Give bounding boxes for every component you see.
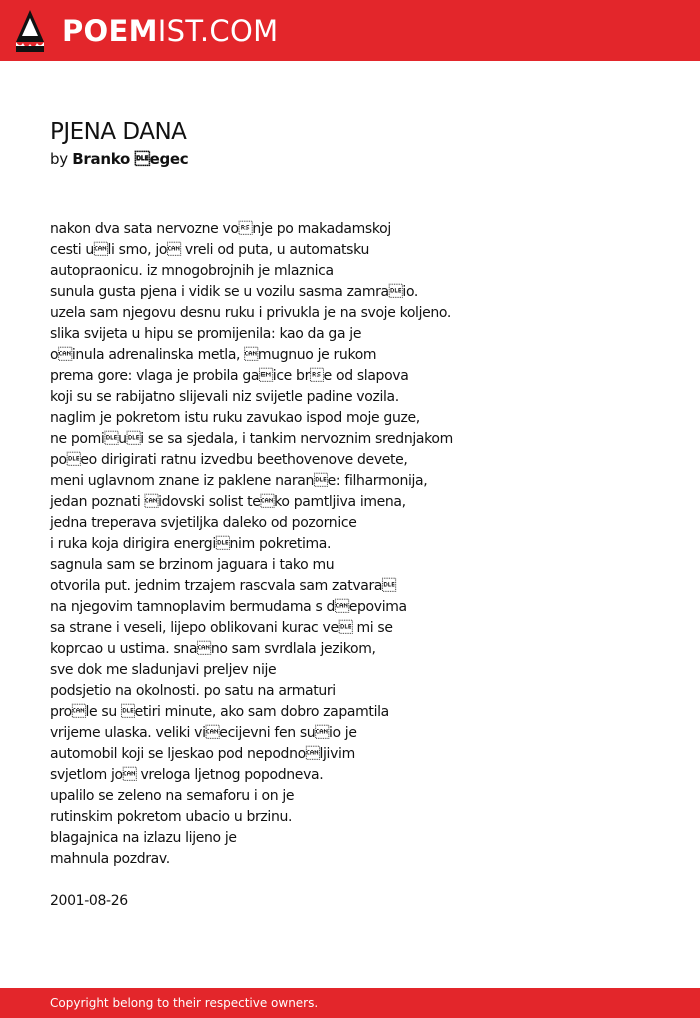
poem-line: sunula gusta pjena i vidik se u vozilu sasma zamraio.: [50, 284, 419, 300]
poem-line: prema gore: vlaga je probila gaice br e od slapova: [50, 368, 409, 384]
poem-line: jedan poznati idovski solist teko pamtljiva imena,: [50, 494, 406, 510]
poem-title: PJENA DANA: [50, 119, 187, 145]
pencil-logo-icon[interactable]: [16, 10, 44, 52]
author-name: Branko egec: [72, 150, 189, 168]
poem-line: slika svijeta u hipu se promijenila: kao da ga je: [50, 326, 362, 342]
poem-line: automobil koji se ljeskao pod nepodnoljivim: [50, 746, 355, 762]
poem-line: ne pomiui se sa sjedala, i tankim nervoznim srednjakom: [50, 431, 453, 447]
poem-body: [50, 219, 670, 870]
poem-line: poeo dirigirati ratnu izvedbu beethovenove devete,: [50, 452, 408, 468]
poem-line: svjetlom jo vreloga ljetnog popodneva.: [50, 767, 324, 783]
poem-line: oinula adrenalinska metla, mugnuo je rukom: [50, 347, 377, 363]
poem-line: koji su se rabijatno slijevali niz svijetle padine vozila.: [50, 389, 399, 405]
poem-line: sagnula sam se brzinom jaguara i tako mu: [50, 557, 335, 573]
poem-line: cesti uli smo, jo vreli od puta, u automatsku: [50, 242, 369, 258]
poem-line: blagajnica na izlazu lijeno je: [50, 830, 237, 846]
poem-line: otvorila put. jednim trzajem rascvala sam zatvara: [50, 578, 396, 594]
poem-line: na njegovim tamnoplavim bermudama s depovima: [50, 599, 407, 615]
poem-line: naglim je pokretom istu ruku zavukao ispod moje guze,: [50, 410, 420, 426]
by-label: by: [50, 150, 68, 168]
site-footer: [0, 988, 700, 1018]
poem-line: prole su etiri minute, ako sam dobro zapamtila: [50, 704, 389, 720]
copyright-notice: Copyright belong to their respective owners.: [50, 996, 319, 1010]
logo-text-bold: POEM: [62, 14, 158, 48]
poem-byline: [50, 149, 188, 169]
poem-line: vrijeme ulaska. veliki viecijevni fen suio je: [50, 725, 357, 741]
poem-line: nakon dva sata nervozne vo nje po makadamskoj: [50, 221, 391, 237]
poem-line: uzela sam njegovu desnu ruku i privukla je na svoje koljeno.: [50, 305, 451, 321]
poem-line: podsjetio na okolnosti. po satu na armaturi: [50, 683, 336, 699]
poem-line: koprcao u ustima. snano sam svrdlala jezikom,: [50, 641, 376, 657]
poem-line: meni uglavnom znane iz paklene narane: filharmonija,: [50, 473, 428, 489]
poem-line: upalilo se zeleno na semaforu i on je: [50, 788, 295, 804]
poem-line: i ruka koja dirigira energinim pokretima.: [50, 536, 332, 552]
poem-date: 2001-08-26: [50, 893, 128, 909]
poem-line: sve dok me sladunjavi preljev nije: [50, 662, 277, 678]
poem-line: mahnula pozdrav.: [50, 851, 170, 867]
poem-line: jedna treperava svjetiljka daleko od pozornice: [50, 515, 357, 531]
logo-text-light: IST.COM: [157, 14, 279, 48]
poem-line: sa strane i veseli, lijepo oblikovani kurac ve mi se: [50, 620, 393, 636]
poem-line: rutinskim pokretom ubacio u brzinu.: [50, 809, 293, 825]
site-logo[interactable]: [62, 13, 278, 49]
site-header: [0, 0, 700, 61]
poem-line: autopraonicu. iz mnogobrojnih je mlaznica: [50, 263, 334, 279]
